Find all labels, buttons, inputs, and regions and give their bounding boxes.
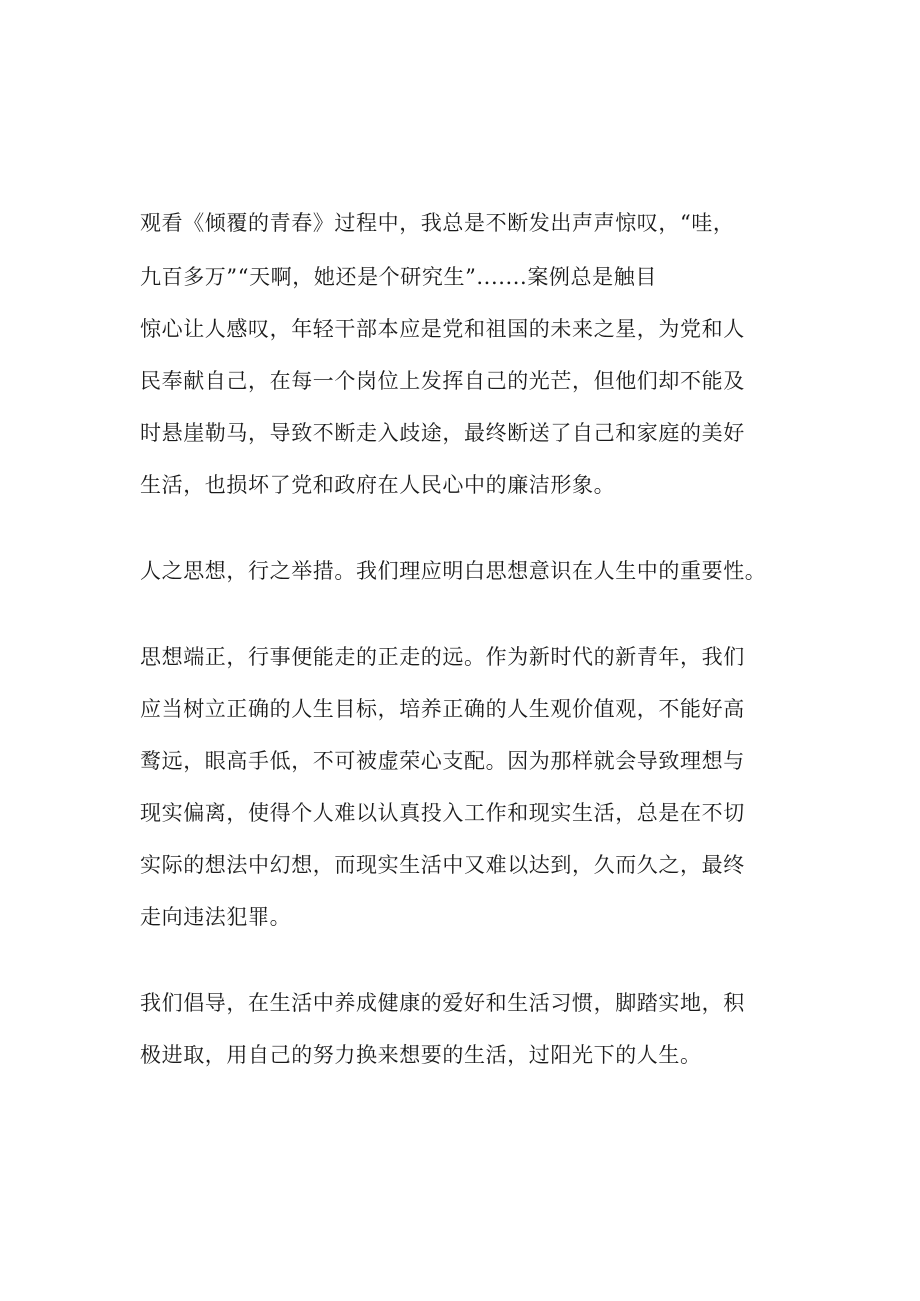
text-line: 鹜远，眼高手低，不可被虚荣心支配。因为那样就会导致理想与 xyxy=(140,749,745,773)
text-line: 极进取，用自己的努力换来想要的生活，过阳光下的人生。 xyxy=(140,1043,702,1067)
text-line: 现实偏离，使得个人难以认真投入工作和现实生活，总是在不切 xyxy=(140,801,745,825)
text-line: 民奉献自己，在每一个岗位上发挥自己的光芒，但他们却不能及 xyxy=(140,369,745,393)
text-line: 九百多万”“天啊，她还是个研究生”.......案例总是触目 xyxy=(140,265,657,289)
text-line: 观看《倾覆的青春》过程中，我总是不断发出声声惊叹，“哇， xyxy=(140,211,735,235)
text-line: 走向违法犯罪。 xyxy=(140,905,292,929)
text-line: 惊心让人感叹，年轻干部本应是党和祖国的未来之星，为党和人 xyxy=(140,317,745,341)
text-line: 实际的想法中幻想，而现实生活中又难以达到，久而久之，最终 xyxy=(140,853,745,877)
text-line: 我们倡导，在生活中养成健康的爱好和生活习惯，脚踏实地，积 xyxy=(140,991,745,1015)
text-line: 时悬崖勒马，导致不断走入歧途，最终断送了自己和家庭的美好 xyxy=(140,421,745,445)
text-line: 人之思想，行之举措。我们理应明白思想意识在人生中的重要性。 xyxy=(140,559,767,583)
text-line: 生活，也损坏了党和政府在人民心中的廉洁形象。 xyxy=(140,473,616,497)
text-line: 应当树立正确的人生目标，培养正确的人生观价值观，不能好高 xyxy=(140,697,745,721)
text-line: 思想端正，行事便能走的正走的远。作为新时代的新青年，我们 xyxy=(140,645,745,669)
